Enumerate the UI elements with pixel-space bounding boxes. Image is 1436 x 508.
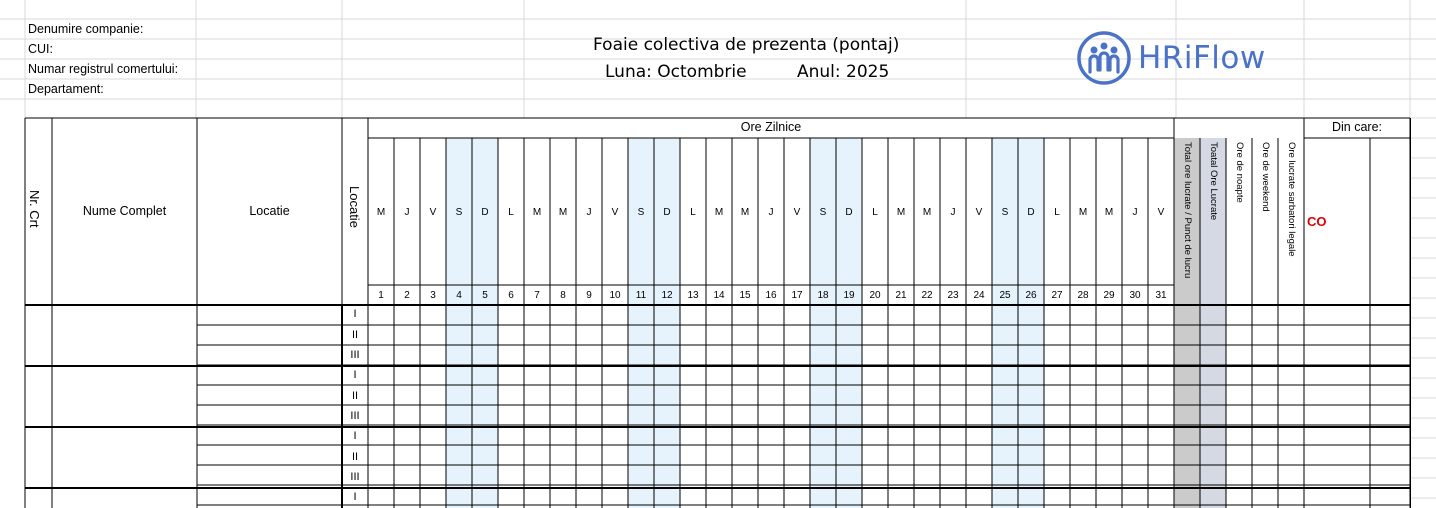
day-number: 23	[947, 290, 959, 301]
day-number: 20	[869, 290, 881, 301]
shift-label: III	[350, 349, 360, 361]
day-number: 7	[534, 290, 540, 301]
department-label: Departament:	[28, 82, 104, 96]
day-number: 9	[586, 290, 592, 301]
daily-hours-header: Ore Zilnice	[740, 120, 802, 134]
day-letter: J	[768, 207, 774, 218]
shift-label: I	[353, 491, 357, 503]
day-number: 10	[609, 290, 621, 301]
cui-label: CUI:	[28, 42, 53, 56]
day-letter: J	[1132, 207, 1138, 218]
day-letter: M	[1104, 207, 1114, 218]
day-number: 30	[1129, 290, 1141, 301]
day-letter: J	[950, 207, 956, 218]
day-letter: J	[404, 207, 410, 218]
nr-crt-header: Nr. Crt	[27, 190, 42, 228]
registry-label: Numar registrul comertului:	[28, 62, 179, 76]
year-label: Anul: 2025	[797, 62, 890, 82]
day-letter: S	[455, 207, 463, 218]
day-number: 4	[456, 290, 462, 301]
shift-label: III	[350, 410, 360, 422]
shift-label: II	[351, 329, 359, 341]
day-number: 24	[973, 290, 985, 301]
summary-night-hours: Ore de noapte	[1234, 142, 1245, 203]
day-number: 22	[921, 290, 933, 301]
day-letter: L	[508, 207, 514, 218]
day-letter: L	[690, 207, 696, 218]
day-number: 25	[999, 290, 1011, 301]
summary-holiday-hours: Ore lucrate sarbatori legale	[1286, 142, 1297, 257]
day-number: 12	[661, 290, 673, 301]
day-number: 2	[404, 290, 410, 301]
logo-text: HRiFlow	[1138, 40, 1266, 76]
shift-label: II	[351, 451, 359, 463]
day-letter: M	[740, 207, 750, 218]
day-letter: M	[896, 207, 906, 218]
day-number: 19	[843, 290, 855, 301]
shift-label: I	[353, 308, 357, 320]
day-number: 17	[791, 290, 803, 301]
day-number: 15	[739, 290, 751, 301]
location-header: Locatie	[249, 204, 290, 218]
summary-total-per-location: Total ore lucrate / Punct de lucru	[1182, 142, 1193, 279]
day-number: 14	[713, 290, 725, 301]
day-letter: M	[714, 207, 724, 218]
shift-label: II	[351, 390, 359, 402]
day-number: 16	[765, 290, 777, 301]
location-vertical-header: Locatie	[347, 186, 362, 228]
sheet-title: Foaie colectiva de prezenta (pontaj)	[593, 35, 900, 55]
co-label: CO	[1307, 214, 1327, 229]
day-number: 26	[1025, 290, 1037, 301]
summary-weekend-hours: Ore de weekend	[1260, 142, 1271, 212]
day-letter: V	[429, 207, 437, 218]
day-number: 28	[1077, 290, 1089, 301]
shift-label: I	[353, 430, 357, 442]
company-name-label: Denumire companie:	[28, 22, 144, 36]
day-letter: D	[663, 207, 671, 218]
shift-label: III	[350, 471, 360, 483]
day-number: 27	[1051, 290, 1063, 301]
day-letter: M	[376, 207, 386, 218]
summary-total-hours: Toatal Ore Lucrate	[1208, 142, 1219, 221]
day-number: 6	[508, 290, 514, 301]
day-letter: V	[793, 207, 801, 218]
day-number: 8	[560, 290, 566, 301]
day-number: 31	[1155, 290, 1167, 301]
day-letter: D	[845, 207, 853, 218]
day-number: 3	[430, 290, 436, 301]
day-number: 18	[817, 290, 829, 301]
day-letter: L	[872, 207, 878, 218]
day-letter: L	[1054, 207, 1060, 218]
day-letter: J	[586, 207, 592, 218]
day-number: 11	[635, 290, 647, 301]
day-letter: D	[481, 207, 489, 218]
day-number: 13	[687, 290, 699, 301]
day-letter: M	[532, 207, 542, 218]
hriflow-logo	[1076, 30, 1266, 86]
day-number: 5	[482, 290, 488, 301]
day-number: 1	[378, 290, 384, 301]
people-circle-icon	[1076, 30, 1132, 86]
day-letter: M	[1078, 207, 1088, 218]
day-letter: D	[1027, 207, 1035, 218]
day-letter: S	[1001, 207, 1009, 218]
day-letter: S	[819, 207, 827, 218]
day-letter: M	[922, 207, 932, 218]
month-label: Luna: Octombrie	[605, 62, 747, 82]
day-letter: V	[1157, 207, 1165, 218]
name-header: Nume Complet	[82, 204, 167, 218]
din-care-header: Din care:	[1331, 120, 1383, 134]
day-letter: V	[975, 207, 983, 218]
day-letter: M	[558, 207, 568, 218]
day-number: 21	[895, 290, 907, 301]
day-letter: V	[611, 207, 619, 218]
shift-label: I	[353, 369, 357, 381]
day-letter: S	[637, 207, 645, 218]
day-number: 29	[1103, 290, 1115, 301]
